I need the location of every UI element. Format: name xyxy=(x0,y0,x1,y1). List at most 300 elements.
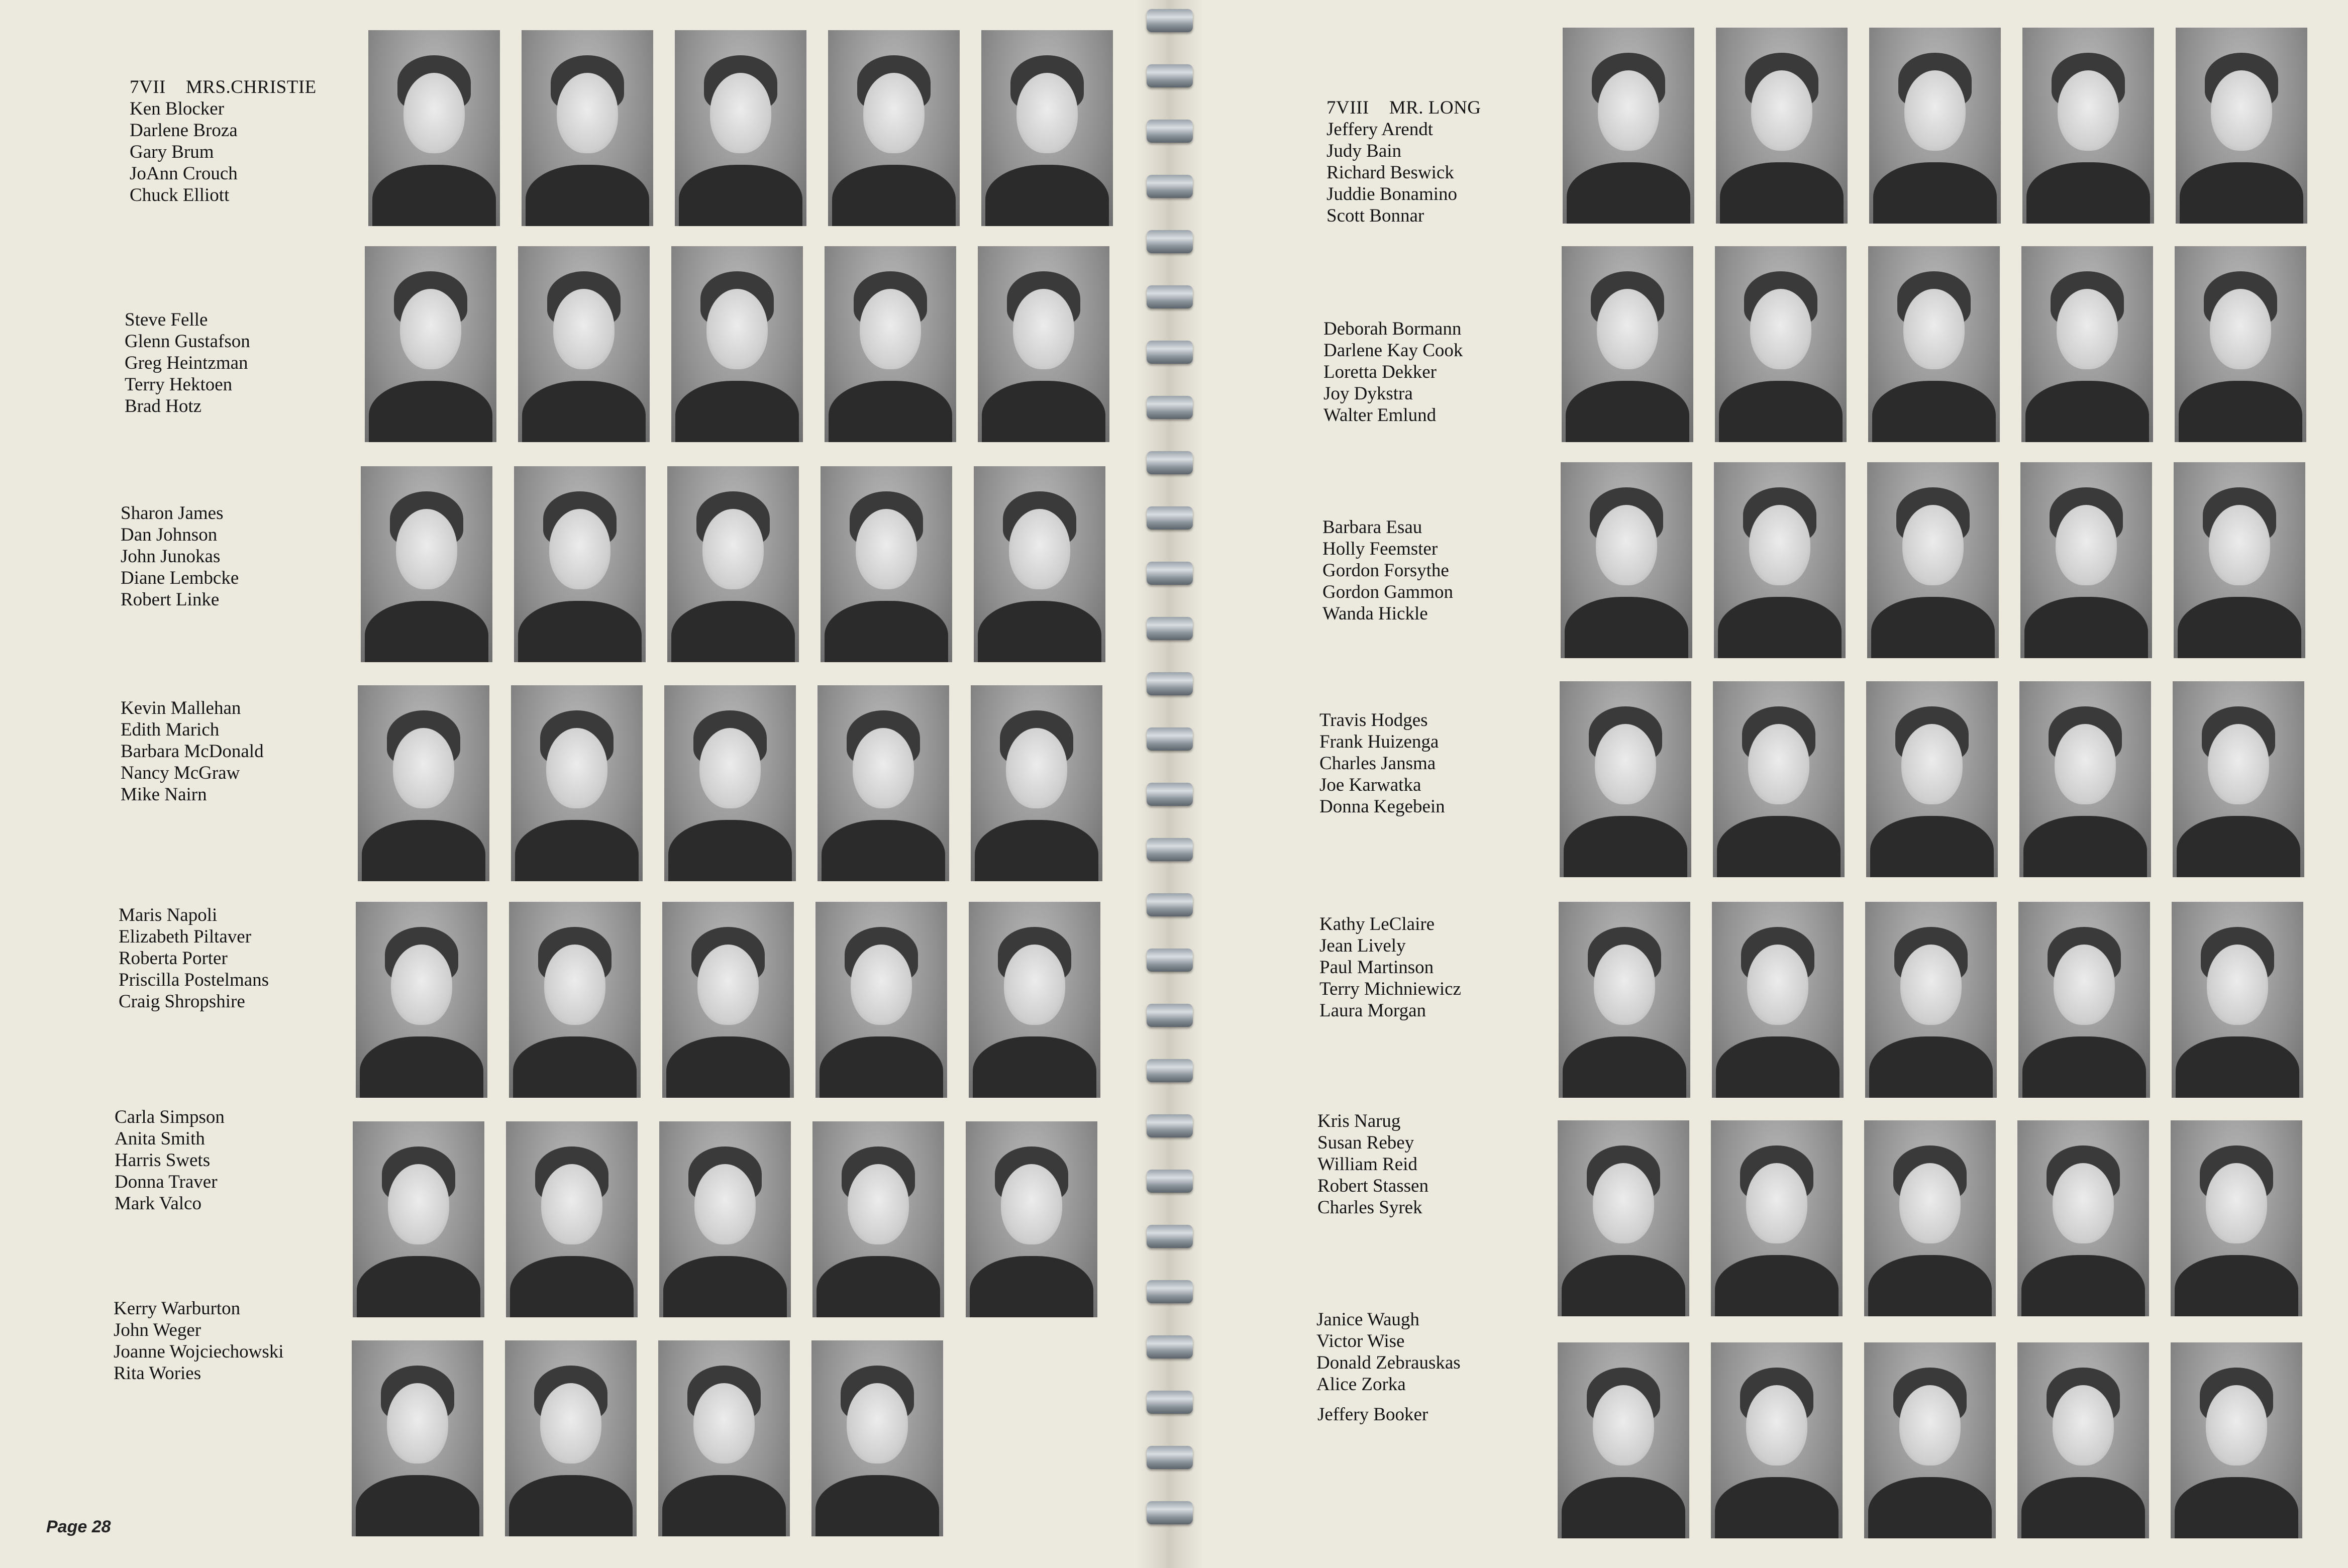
portrait-torso xyxy=(816,1256,940,1317)
student-portrait xyxy=(1715,246,1847,442)
student-portrait xyxy=(518,246,650,442)
portrait-face xyxy=(1001,1164,1062,1244)
left-homeroom-heading xyxy=(130,76,317,98)
binding-ring xyxy=(1147,562,1193,585)
portrait-torso xyxy=(2180,162,2303,224)
binding-ring xyxy=(1147,506,1193,530)
student-portrait xyxy=(818,685,949,881)
student-name: Alice Zorka xyxy=(1316,1374,1406,1395)
portrait-torso xyxy=(1872,381,1996,442)
student-name: John Junokas xyxy=(121,546,221,567)
portrait-torso xyxy=(2022,1036,2146,1098)
student-portrait xyxy=(514,466,646,662)
portrait-torso xyxy=(365,601,488,662)
student-name: Paul Martinson xyxy=(1319,957,1434,978)
binding-ring xyxy=(1147,1391,1193,1414)
portrait-torso xyxy=(2023,816,2147,877)
portrait-face xyxy=(1899,1163,1961,1243)
left-name-list-7 xyxy=(114,1298,284,1384)
student-name: Gordon Gammon xyxy=(1322,582,1453,602)
portrait-torso xyxy=(362,820,485,881)
portrait-torso xyxy=(1567,162,1690,224)
student-name: Terry Michniewicz xyxy=(1319,979,1461,999)
portrait-face xyxy=(2211,70,2272,151)
portrait-face xyxy=(1751,70,1812,151)
student-portrait xyxy=(1713,681,1845,877)
portrait-torso xyxy=(2175,1255,2298,1316)
binding-ring xyxy=(1147,396,1193,419)
portrait-face xyxy=(2209,505,2270,585)
student-name: Judy Bain xyxy=(1326,141,1402,161)
student-name: Kevin Mallehan xyxy=(121,698,241,718)
left-photo-row-3 xyxy=(361,466,1105,662)
portrait-face xyxy=(863,73,925,153)
portrait-torso xyxy=(1715,1477,1839,1538)
portrait-torso xyxy=(663,1256,787,1317)
student-portrait xyxy=(2017,1342,2149,1538)
binding-ring xyxy=(1147,672,1193,695)
student-portrait xyxy=(1563,28,1694,224)
right-name-list-8 xyxy=(1317,1404,1428,1425)
student-portrait xyxy=(352,1340,483,1536)
student-portrait xyxy=(506,1121,638,1317)
student-name: Loretta Dekker xyxy=(1323,362,1437,382)
portrait-face xyxy=(403,73,465,153)
portrait-torso xyxy=(820,1036,943,1098)
student-portrait xyxy=(664,685,796,881)
portrait-torso xyxy=(973,1036,1096,1098)
portrait-face xyxy=(697,945,759,1025)
portrait-face xyxy=(1746,1163,1807,1243)
binding-ring xyxy=(1147,64,1193,87)
portrait-torso xyxy=(822,820,945,881)
portrait-torso xyxy=(1868,1255,1992,1316)
student-name: Darlene Broza xyxy=(130,120,238,141)
student-portrait xyxy=(2173,681,2304,877)
portrait-torso xyxy=(832,165,956,226)
student-name: Joanne Wojciechowski xyxy=(114,1341,284,1362)
student-portrait xyxy=(811,1340,943,1536)
binding-ring xyxy=(1147,285,1193,308)
student-name: Joy Dykstra xyxy=(1323,383,1413,404)
student-portrait xyxy=(1562,246,1693,442)
student-portrait xyxy=(1560,681,1691,877)
student-portrait xyxy=(2171,1120,2302,1316)
student-name: Dan Johnson xyxy=(121,525,218,545)
student-name: Travis Hodges xyxy=(1319,710,1428,730)
portrait-face xyxy=(391,945,452,1025)
student-portrait xyxy=(966,1121,1097,1317)
left-photo-row-4 xyxy=(358,685,1102,881)
student-portrait xyxy=(2174,462,2305,658)
student-name: Susan Rebey xyxy=(1317,1132,1414,1153)
student-name: Joe Karwatka xyxy=(1319,775,1421,795)
portrait-face xyxy=(1904,70,1966,151)
binding-ring xyxy=(1147,341,1193,364)
student-name: Ken Blocker xyxy=(130,98,225,119)
portrait-face xyxy=(1598,70,1659,151)
student-name: William Reid xyxy=(1317,1154,1417,1175)
student-portrait xyxy=(662,902,794,1098)
teacher-name: MRS.CHRISTIE xyxy=(185,77,317,97)
portrait-face xyxy=(1901,724,1963,804)
student-portrait xyxy=(671,246,803,442)
student-name: Priscilla Postelmans xyxy=(119,970,269,990)
portrait-face xyxy=(1593,1163,1654,1243)
portrait-torso xyxy=(1716,1036,1840,1098)
student-portrait xyxy=(1869,28,2001,224)
student-name: Nancy McGraw xyxy=(121,763,240,783)
homeroom-code: 7VIII xyxy=(1326,97,1369,118)
student-name: Roberta Porter xyxy=(119,948,228,969)
student-portrait xyxy=(368,30,500,226)
right-photo-row-2 xyxy=(1562,246,2306,442)
student-name: Carla Simpson xyxy=(115,1107,225,1127)
student-name: Holly Feemster xyxy=(1322,539,1438,559)
portrait-torso xyxy=(1718,597,1842,658)
student-name: Frank Huizenga xyxy=(1319,731,1439,752)
portrait-face xyxy=(702,509,764,589)
student-name: Anita Smith xyxy=(115,1128,205,1149)
portrait-face xyxy=(1595,724,1656,804)
student-name: Scott Bonnar xyxy=(1326,205,1424,226)
portrait-face xyxy=(546,728,607,808)
student-name: Edith Marich xyxy=(121,719,220,740)
binding-ring xyxy=(1147,893,1193,916)
portrait-torso xyxy=(2025,381,2149,442)
portrait-torso xyxy=(815,1475,939,1536)
portrait-torso xyxy=(1871,597,1995,658)
student-name: Juddie Bonamino xyxy=(1326,184,1458,204)
portrait-torso xyxy=(2175,1477,2298,1538)
student-portrait xyxy=(821,466,952,662)
portrait-torso xyxy=(2179,381,2302,442)
student-portrait xyxy=(828,30,960,226)
portrait-torso xyxy=(1564,816,1687,877)
portrait-face xyxy=(1597,289,1658,369)
student-portrait xyxy=(812,1121,944,1317)
portrait-face xyxy=(2206,1385,2267,1466)
portrait-torso xyxy=(1566,381,1689,442)
portrait-torso xyxy=(515,820,639,881)
portrait-face xyxy=(699,728,761,808)
portrait-face xyxy=(847,1383,908,1464)
binding-ring xyxy=(1147,1501,1193,1524)
portrait-face xyxy=(2057,289,2118,369)
left-name-list-3 xyxy=(121,502,239,610)
portrait-torso xyxy=(1565,597,1688,658)
student-name: Victor Wise xyxy=(1316,1331,1405,1351)
student-portrait xyxy=(1864,1120,1996,1316)
student-portrait xyxy=(2017,1120,2149,1316)
student-portrait xyxy=(365,246,496,442)
homeroom-code: 7VII xyxy=(130,77,166,97)
portrait-torso xyxy=(1717,816,1841,877)
portrait-torso xyxy=(1870,816,1994,877)
student-portrait xyxy=(509,902,641,1098)
student-portrait xyxy=(981,30,1113,226)
portrait-face xyxy=(2053,1385,2114,1466)
portrait-torso xyxy=(1720,162,1844,224)
right-name-list-7 xyxy=(1316,1309,1461,1395)
student-name: Darlene Kay Cook xyxy=(1323,340,1463,361)
student-name: Barbara Esau xyxy=(1322,517,1422,538)
student-name: Mark Valco xyxy=(115,1193,201,1214)
teacher-name: MR. LONG xyxy=(1389,97,1481,118)
portrait-torso xyxy=(829,381,952,442)
portrait-face xyxy=(1750,289,1811,369)
portrait-torso xyxy=(1562,1477,1685,1538)
student-portrait xyxy=(1558,1342,1689,1538)
right-name-list-5 xyxy=(1319,913,1461,1021)
portrait-face xyxy=(2053,1163,2114,1243)
binding-ring xyxy=(1147,451,1193,474)
student-portrait xyxy=(522,30,653,226)
binding-ring xyxy=(1147,1004,1193,1027)
portrait-face xyxy=(1596,505,1657,585)
student-portrait xyxy=(1711,1120,1843,1316)
right-photo-row-1 xyxy=(1563,28,2307,224)
right-photo-row-5 xyxy=(1559,902,2303,1098)
student-name: Kathy LeClaire xyxy=(1319,914,1435,934)
student-name: Robert Stassen xyxy=(1317,1176,1428,1196)
binding-ring xyxy=(1147,175,1193,198)
portrait-face xyxy=(1748,724,1809,804)
student-name: Donna Traver xyxy=(115,1172,218,1192)
student-portrait xyxy=(511,685,643,881)
student-name: Brad Hotz xyxy=(125,396,202,416)
portrait-face xyxy=(1006,728,1067,808)
student-portrait xyxy=(1868,246,2000,442)
student-name: Wanda Hickle xyxy=(1322,603,1428,624)
portrait-torso xyxy=(1868,1477,1992,1538)
student-portrait xyxy=(1712,902,1844,1098)
right-name-list-6 xyxy=(1317,1110,1428,1218)
binding-ring xyxy=(1147,838,1193,861)
student-name: Sharon James xyxy=(121,503,224,524)
portrait-torso xyxy=(825,601,948,662)
binding-ring xyxy=(1147,1059,1193,1082)
student-name: Gordon Forsythe xyxy=(1322,560,1449,581)
portrait-face xyxy=(549,509,610,589)
student-portrait xyxy=(353,1121,484,1317)
student-name: Greg Heintzman xyxy=(125,353,248,373)
binding-ring xyxy=(1147,617,1193,640)
portrait-face xyxy=(1747,945,1808,1025)
portrait-torso xyxy=(1869,1036,1993,1098)
student-portrait xyxy=(358,685,489,881)
student-name: Rita Wories xyxy=(114,1363,201,1384)
student-portrait xyxy=(974,466,1105,662)
portrait-face xyxy=(544,945,605,1025)
student-name: Barbara McDonald xyxy=(121,741,264,762)
student-portrait xyxy=(361,466,492,662)
student-portrait xyxy=(1864,1342,1996,1538)
left-name-list-5 xyxy=(119,904,269,1012)
portrait-torso xyxy=(360,1036,483,1098)
portrait-torso xyxy=(510,1256,634,1317)
portrait-face xyxy=(860,289,921,369)
student-name: Donna Kegebein xyxy=(1319,796,1445,817)
student-portrait xyxy=(978,246,1109,442)
portrait-torso xyxy=(668,820,792,881)
student-name: Terry Hektoen xyxy=(125,374,233,395)
portrait-face xyxy=(2210,289,2271,369)
binding-ring xyxy=(1147,1114,1193,1137)
student-portrait xyxy=(2175,246,2306,442)
portrait-face xyxy=(1004,945,1065,1025)
portrait-face xyxy=(1899,1385,1961,1466)
portrait-torso xyxy=(2024,597,2148,658)
student-name: Charles Syrek xyxy=(1317,1197,1422,1218)
portrait-torso xyxy=(2021,1255,2145,1316)
student-name: Jean Lively xyxy=(1319,935,1406,956)
portrait-torso xyxy=(369,381,492,442)
student-name: Donald Zebrauskas xyxy=(1316,1352,1461,1373)
portrait-torso xyxy=(522,381,646,442)
student-name: Charles Jansma xyxy=(1319,753,1436,774)
binding-ring xyxy=(1147,783,1193,806)
portrait-torso xyxy=(518,601,642,662)
portrait-torso xyxy=(356,1475,479,1536)
portrait-face xyxy=(2055,724,2116,804)
portrait-torso xyxy=(526,165,649,226)
portrait-torso xyxy=(2178,597,2301,658)
portrait-face xyxy=(2054,945,2115,1025)
right-name-list-4 xyxy=(1319,709,1445,817)
portrait-face xyxy=(1902,505,1964,585)
binding-ring xyxy=(1147,1446,1193,1469)
left-photo-row-6 xyxy=(353,1121,1097,1317)
student-portrait xyxy=(675,30,806,226)
portrait-torso xyxy=(978,601,1101,662)
portrait-face xyxy=(2207,945,2268,1025)
student-name: JoAnn Crouch xyxy=(130,163,238,184)
portrait-face xyxy=(1749,505,1810,585)
portrait-face xyxy=(393,728,454,808)
student-portrait xyxy=(2171,1342,2302,1538)
student-name: Jeffery Arendt xyxy=(1326,119,1433,140)
portrait-torso xyxy=(509,1475,633,1536)
left-photo-row-5 xyxy=(356,902,1100,1098)
portrait-face xyxy=(856,509,917,589)
student-portrait xyxy=(356,902,487,1098)
student-name: Walter Emlund xyxy=(1323,405,1437,426)
student-name: Chuck Elliott xyxy=(130,185,230,205)
portrait-torso xyxy=(1562,1255,1685,1316)
student-portrait xyxy=(658,1340,790,1536)
page-number: Page 28 xyxy=(46,1517,111,1536)
student-name: Deborah Bormann xyxy=(1323,319,1462,339)
portrait-face xyxy=(2206,1163,2267,1243)
portrait-torso xyxy=(357,1256,480,1317)
student-name: Mike Nairn xyxy=(121,784,207,805)
left-name-list-2 xyxy=(125,309,250,417)
left-name-list-6 xyxy=(115,1106,225,1214)
student-name: Harris Swets xyxy=(115,1150,211,1171)
portrait-face xyxy=(851,945,912,1025)
portrait-torso xyxy=(1719,381,1843,442)
student-portrait xyxy=(1561,462,1692,658)
portrait-torso xyxy=(2176,1036,2299,1098)
student-name: John Weger xyxy=(114,1320,201,1340)
portrait-face xyxy=(553,289,615,369)
student-name: Diane Lembcke xyxy=(121,568,239,588)
portrait-face xyxy=(853,728,914,808)
right-photo-row-6 xyxy=(1558,1120,2302,1316)
left-photo-row-1 xyxy=(368,30,1113,226)
student-portrait xyxy=(2176,28,2307,224)
portrait-face xyxy=(1903,289,1965,369)
student-portrait xyxy=(659,1121,791,1317)
portrait-torso xyxy=(666,1036,790,1098)
portrait-torso xyxy=(1563,1036,1686,1098)
portrait-face xyxy=(1016,73,1078,153)
portrait-torso xyxy=(970,1256,1093,1317)
portrait-face xyxy=(540,1383,601,1464)
portrait-face xyxy=(693,1383,755,1464)
portrait-face xyxy=(1009,509,1070,589)
student-portrait xyxy=(1866,681,1998,877)
student-name: Glenn Gustafson xyxy=(125,331,250,352)
left-photo-row-7 xyxy=(352,1340,943,1536)
portrait-face xyxy=(848,1164,909,1244)
portrait-torso xyxy=(985,165,1109,226)
student-portrait xyxy=(2021,246,2153,442)
student-name: Kerry Warburton xyxy=(114,1298,241,1319)
portrait-torso xyxy=(1873,162,1997,224)
student-name: Janice Waugh xyxy=(1316,1309,1419,1330)
portrait-face xyxy=(387,1383,448,1464)
portrait-face xyxy=(541,1164,602,1244)
student-portrait xyxy=(1558,1120,1689,1316)
portrait-torso xyxy=(2021,1477,2145,1538)
student-portrait xyxy=(2020,462,2152,658)
binding-ring xyxy=(1147,949,1193,972)
student-portrait xyxy=(2172,902,2303,1098)
portrait-face xyxy=(710,73,771,153)
binding-ring xyxy=(1147,120,1193,143)
student-name: Robert Linke xyxy=(121,589,220,610)
student-portrait xyxy=(971,685,1102,881)
student-portrait xyxy=(1867,462,1999,658)
student-portrait xyxy=(815,902,947,1098)
student-portrait xyxy=(2022,28,2154,224)
right-name-list-1 xyxy=(1326,97,1481,227)
portrait-torso xyxy=(372,165,496,226)
student-portrait xyxy=(1559,902,1690,1098)
binding-ring xyxy=(1147,1335,1193,1358)
portrait-torso xyxy=(982,381,1105,442)
portrait-torso xyxy=(975,820,1098,881)
portrait-torso xyxy=(671,601,795,662)
portrait-torso xyxy=(662,1475,786,1536)
binding-ring xyxy=(1147,727,1193,751)
binding-ring xyxy=(1147,1280,1193,1303)
right-name-list-3 xyxy=(1322,516,1453,624)
portrait-face xyxy=(400,289,461,369)
student-portrait xyxy=(2018,902,2150,1098)
portrait-face xyxy=(1013,289,1074,369)
right-name-list-2 xyxy=(1323,318,1463,426)
right-homeroom-heading xyxy=(1326,97,1481,119)
portrait-face xyxy=(1594,945,1655,1025)
student-name: Steve Felle xyxy=(125,309,208,330)
left-name-list-4 xyxy=(121,697,264,805)
binding-ring xyxy=(1147,230,1193,253)
portrait-torso xyxy=(513,1036,637,1098)
student-name: Laura Morgan xyxy=(1319,1000,1426,1021)
